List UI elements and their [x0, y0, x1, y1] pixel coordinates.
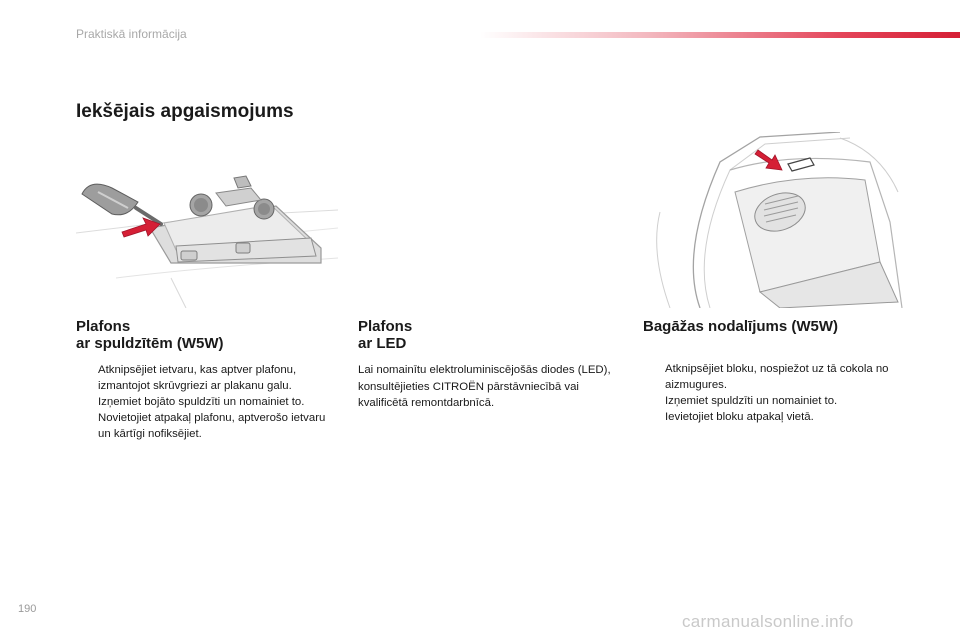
list-item: Izņemiet spuldzīti un nomainiet to.: [665, 395, 838, 407]
watermark: carmanualsonline.info: [682, 612, 854, 631]
list-item: Ievietojiet bloku atpakaļ vietā.: [665, 411, 814, 423]
column-heading: [358, 318, 620, 352]
led-paragraph: Lai nomainītu elektroluminiscējošās diodes (LED), konsultējieties CITROËN pārstāvniecībā vai kvalificētā remontdarbnīcā.: [358, 364, 611, 409]
instruction-list: [76, 362, 338, 442]
list-item: Atknipsējiet bloku, nospiežot uz tā cokola no aizmugures.: [665, 363, 889, 391]
list-item: Novietojiet atpakaļ plafonu, aptverošo ietvaru un kārtīgi nofiksējiet.: [98, 412, 326, 440]
luggage-compartment-illustration: [640, 132, 904, 308]
section-header-label: Praktiskā informācija: [76, 27, 187, 41]
column-heading: Bagāžas nodalījums (W5W): [643, 318, 839, 335]
heading-line-1: Plafons: [358, 318, 413, 335]
page-title: Iekšējais apgaismojums: [76, 101, 294, 122]
heading-line-2: ar spuldzītēm (W5W): [76, 335, 224, 352]
heading-line-2: ar LED: [358, 335, 407, 352]
list-item: Atknipsējiet ietvaru, kas aptver plafonu, izmantojot skrūvgriezi ar plakanu galu.: [98, 364, 297, 392]
header-accent-rule: [480, 32, 960, 38]
column-bulb-ceiling-lamp: [76, 318, 338, 442]
page-number: 190: [18, 603, 37, 615]
heading-line-1: Plafons: [76, 318, 131, 335]
ceiling-lamp-illustration: [76, 138, 338, 308]
list-item: Izņemiet bojāto spuldzīti un nomainiet to.: [98, 396, 305, 408]
column-heading: [76, 318, 338, 352]
column-led-ceiling-lamp: [358, 318, 620, 412]
column-luggage-compartment: [643, 318, 905, 425]
instruction-list: [643, 361, 905, 425]
